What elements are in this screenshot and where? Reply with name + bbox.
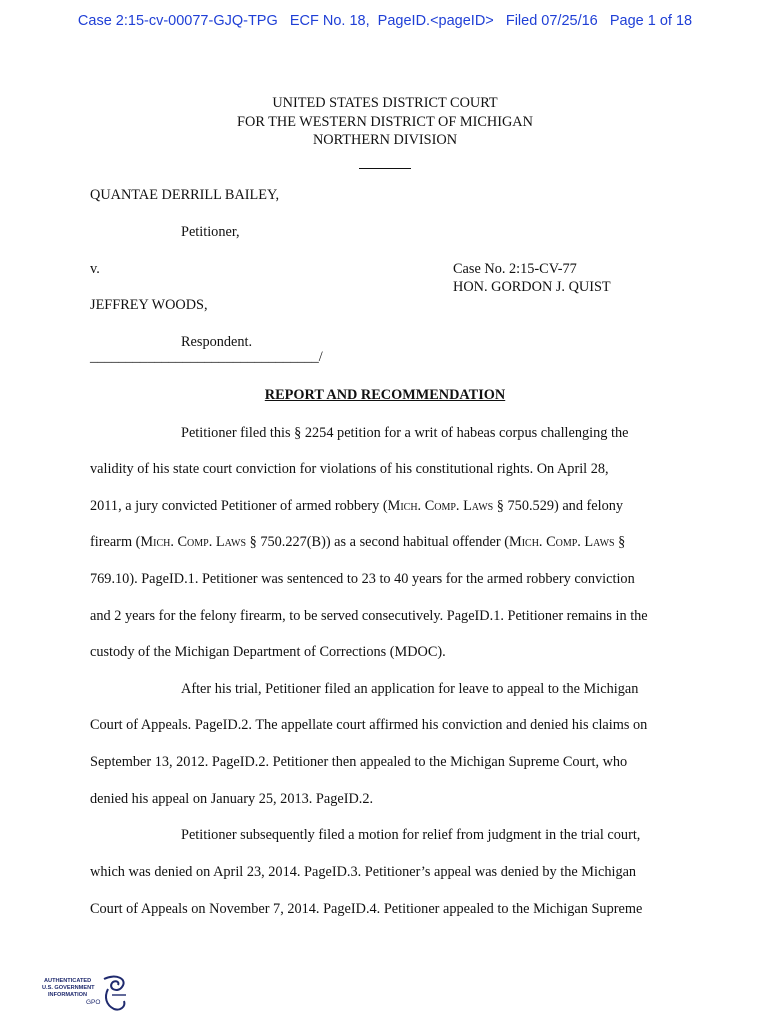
court-name: UNITED STATES DISTRICT COURT <box>272 95 498 111</box>
seal-line-3: INFORMATION <box>48 992 88 998</box>
court-division: NORTHERN DIVISION <box>312 132 458 148</box>
body-line: denied his appeal on January 25, 2013. PageID.2. <box>90 791 374 807</box>
body-line: Petitioner subsequently filed a motion for relief from judgment in the trial court, <box>181 827 641 843</box>
body-line: which was denied on April 23, 2014. PageID.3. Petitioner’s appeal was denied by the Michigan <box>90 864 637 880</box>
body-line: Court of Appeals. PageID.2. The appellate court affirmed his conviction and denied his claims on <box>90 717 648 733</box>
respondent-name: JEFFREY WOODS, <box>90 297 208 313</box>
ecf-header-stamp: Case 2:15-cv-00077-GJQ-TPG ECF No. 18, PageID.<pageID> Filed 07/25/16 Page 1 of 18 <box>77 13 693 29</box>
caption-rule: ________________________________/ <box>90 349 323 365</box>
seal-line-1: AUTHENTICATED <box>44 978 92 984</box>
court-district: FOR THE WESTERN DISTRICT OF MICHIGAN <box>237 113 533 130</box>
versus: v. <box>90 261 100 277</box>
gpo-authentication-seal-icon <box>42 973 132 1017</box>
body-line: validity of his state court conviction for violations of his constitutional rights. On April 28, <box>90 461 609 477</box>
petitioner-role: Petitioner, <box>181 224 240 240</box>
body-line: firearm (Mich. Comp. Laws § 750.227(B)) as a second habitual offender (Mich. Comp. Laws § <box>90 534 626 550</box>
document-title: REPORT AND RECOMMENDATION <box>264 387 506 403</box>
seal-line-2: U.S. GOVERNMENT <box>42 985 95 991</box>
body-line: 769.10). PageID.1. Petitioner was sentenced to 23 to 40 years for the armed robbery conviction <box>90 571 635 587</box>
body-line: and 2 years for the felony firearm, to be served consecutively. PageID.1. Petitioner remains in the <box>90 608 648 624</box>
body-line: custody of the Michigan Department of Corrections (MDOC). <box>90 644 446 660</box>
judge-name: HON. GORDON J. QUIST <box>453 279 611 295</box>
body-line: 2011, a jury convicted Petitioner of armed robbery (Mich. Comp. Laws § 750.529) and felony <box>90 498 624 514</box>
seal-line-4: GPO <box>86 999 101 1006</box>
body-line: Petitioner filed this § 2254 petition for a writ of habeas corpus challenging the <box>181 425 629 441</box>
heading-divider <box>359 150 411 169</box>
respondent-role: Respondent. <box>181 334 253 350</box>
body-line: September 13, 2012. PageID.2. Petitioner then appealed to the Michigan Supreme Court, who <box>90 754 628 770</box>
case-number: Case No. 2:15-CV-77 <box>453 261 577 277</box>
body-line: Court of Appeals on November 7, 2014. PageID.4. Petitioner appealed to the Michigan Supreme <box>90 901 643 917</box>
body-line: After his trial, Petitioner filed an application for leave to appeal to the Michigan <box>181 681 639 697</box>
court-heading <box>0 94 770 169</box>
petitioner-name: QUANTAE DERRILL BAILEY, <box>90 187 280 203</box>
